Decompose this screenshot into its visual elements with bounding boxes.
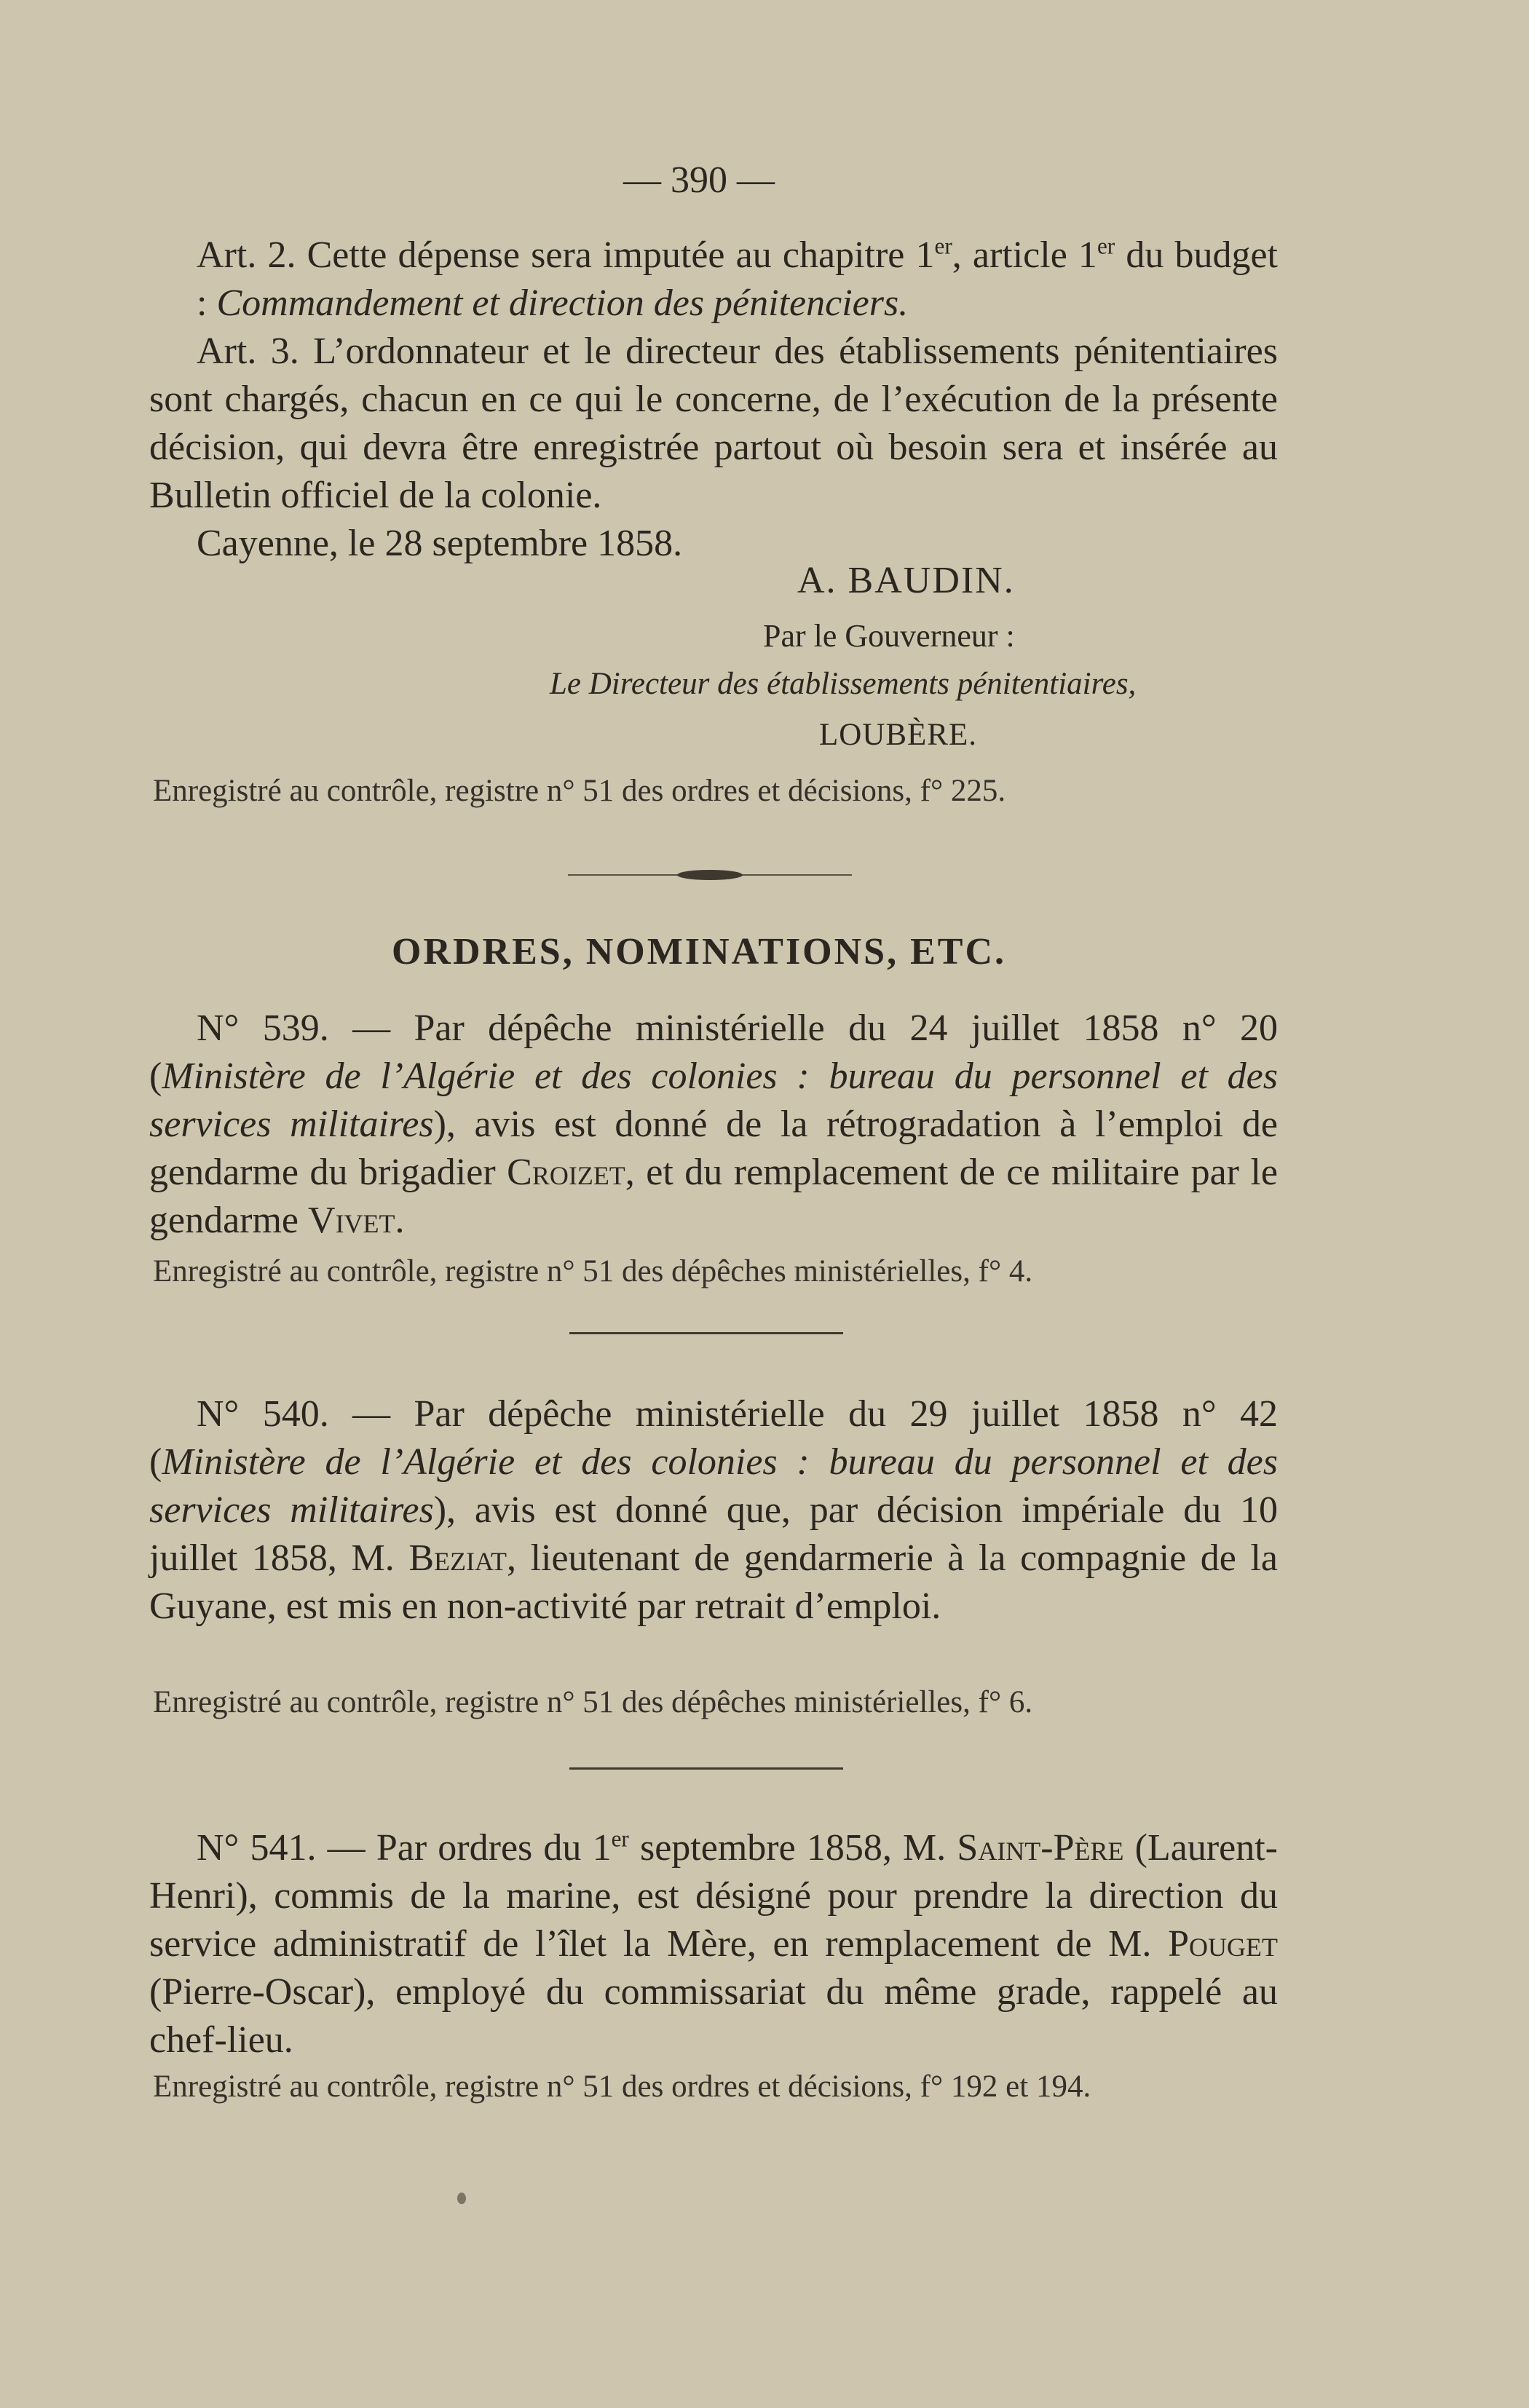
article-3: Art. 3. L’ordonnateur et le directeur des établissements pénitentiaires sont chargés, chacun en ce qui le concerne, de l’exécution de la présente décision, qui devra être enregistrée partout où besoin sera et insérée au Bulletin officiel de la colonie. <box>149 330 1278 516</box>
entry-540-name-1: Beziat <box>408 1537 507 1579</box>
entry-540-text-a: — Par dépêche ministérielle du 29 juillet 1858 n° 42 ( <box>149 1393 1278 1483</box>
entry-541-sup: er <box>611 1826 629 1852</box>
ink-speck <box>457 2193 466 2204</box>
entry-539-registration: Enregistré au contrôle, registre n° 51 des dépêches ministérielles, f° 4. <box>153 1254 1033 1288</box>
article-2-italic: Commandement et direction des pénitenciers. <box>216 282 909 324</box>
entry-541-text-c: (Laurent-Henri), commis de la marine, est désigné pour prendre la direction du service administratif de l’îlet la Mère, en remplacement de M. <box>149 1827 1278 1965</box>
divider-1 <box>569 1332 843 1334</box>
date-line: Cayenne, le 28 septembre 1858. <box>197 523 683 564</box>
directeur-title: Le Directeur des établissements pénitentiaires, <box>550 667 1137 701</box>
article-2-sup-1: er <box>934 233 952 259</box>
article-2-text-b: , article 1 <box>952 234 1097 276</box>
entry-539-italic: Ministère de l’Algérie et des colonies : bureau du personnel et des services militaires <box>149 1056 1278 1145</box>
entry-539-text-d: . <box>395 1200 405 1241</box>
entry-541-text-d: (Pierre-Oscar), employé du commissariat du même grade, rappelé au chef-lieu. <box>149 1971 1278 2061</box>
entry-541 <box>149 1824 1278 2064</box>
entry-541-number: N° 541. <box>197 1827 317 1869</box>
entry-540-number: N° 540. <box>197 1393 329 1435</box>
divider-2 <box>569 1767 843 1770</box>
entry-541-name-1: Saint-Père <box>957 1827 1124 1869</box>
page-number: — 390 — <box>623 159 775 201</box>
entry-539 <box>149 1005 1278 1245</box>
entry-541-text-b: septembre 1858, M. <box>628 1827 957 1869</box>
entry-539-number: N° 539. <box>197 1007 329 1049</box>
par-le-gouverneur: Par le Gouverneur : <box>763 618 1015 654</box>
signature: A. BAUDIN. <box>797 560 1015 601</box>
entry-539-name-2: Vivet <box>308 1200 395 1241</box>
article-2-sup-2: er <box>1097 233 1115 259</box>
entry-539-text-a: — Par dépêche ministérielle du 24 juillet 1858 n° 20 ( <box>149 1007 1278 1097</box>
entry-541-registration: Enregistré au contrôle, registre n° 51 des ordres et décisions, f° 192 et 194. <box>153 2070 1091 2104</box>
ornament-divider <box>568 868 852 882</box>
entry-540-text-c: , lieutenant de gendarmerie à la compagnie de la Guyane, est mis en non-activité par retrait d’emploi. <box>149 1537 1278 1627</box>
article-2-text-c: du budget : <box>197 234 1279 324</box>
entry-539-name-1: Croizet <box>507 1152 625 1193</box>
registration-1: Enregistré au contrôle, registre n° 51 des ordres et décisions, f° 225. <box>153 774 1006 808</box>
entry-540-italic: Ministère de l’Algérie et des colonies : bureau du personnel et des services militaires <box>149 1441 1278 1531</box>
entry-540 <box>149 1390 1278 1631</box>
entry-539-text-c: , et du remplacement de ce militaire par le gendarme <box>149 1152 1278 1241</box>
directeur-name: LOUBÈRE. <box>819 718 978 752</box>
entry-540-text-b: ), avis est donné que, par décision impériale du 10 juillet 1858, M. <box>149 1489 1278 1579</box>
article-2 <box>197 231 1278 328</box>
entry-540-registration: Enregistré au contrôle, registre n° 51 des dépêches ministérielles, f° 6. <box>153 1685 1033 1719</box>
entry-541-text-a: — Par ordres du 1 <box>316 1827 612 1869</box>
entry-539-text-b: ), avis est donné de la rétrogradation à l’emploi de gendarme du brigadier <box>149 1104 1278 1193</box>
entry-541-name-2: Pouget <box>1168 1923 1278 1965</box>
article-2-text-a: Art. 2. Cette dépense sera imputée au chapitre 1 <box>197 234 935 276</box>
section-heading: ORDRES, NOMINATIONS, ETC. <box>391 931 1007 973</box>
